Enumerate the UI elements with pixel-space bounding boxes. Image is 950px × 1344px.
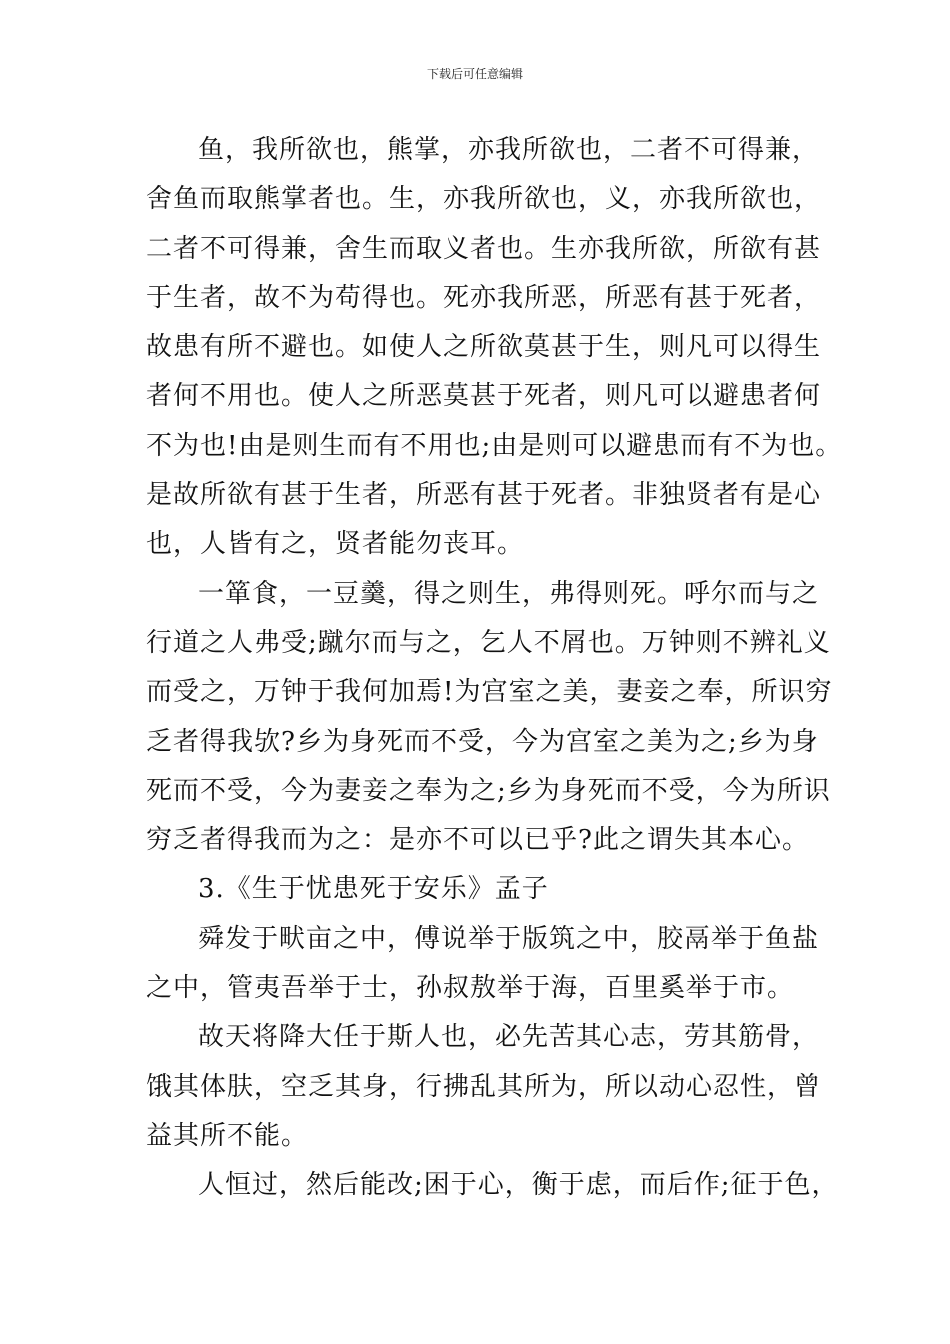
text-line: 行道之人弗受;蹴尔而与之，乞人不屑也。万钟则不辨礼义 <box>146 627 831 658</box>
text-line: 者何不用也。使人之所恶莫甚于死者，则凡可以避患者何 <box>146 381 822 412</box>
text-line: 而受之，万钟于我何加焉!为宫室之美，妻妾之奉，所识穷 <box>146 677 833 708</box>
document-body <box>146 126 843 1211</box>
text-line: 鱼，我所欲也，熊掌，亦我所欲也，二者不可得兼， <box>198 135 820 165</box>
text-line: 于生者，故不为苟得也。死亦我所恶，所恶有甚于死者， <box>146 282 822 313</box>
text-line: 益其所不能。 <box>146 1120 309 1151</box>
text-line: 也，人皆有之，贤者能勿丧耳。 <box>146 529 525 560</box>
page-header: 下载后可任意编辑 <box>426 67 523 81</box>
text-line: 死而不受，今为妻妾之奉为之;乡为身死而不受，今为所识 <box>146 775 831 806</box>
text-line: 人恒过，然后能改;困于心，衡于虑，而后作;征于色， <box>198 1170 839 1201</box>
text-line: 乏者得我欤?乡为身死而不受，今为宫室之美为之;乡为身 <box>146 726 819 757</box>
text-line: 舜发于畎亩之中，傅说举于版筑之中，胶鬲举于鱼盐 <box>198 923 820 954</box>
text-line: 穷乏者得我而为之：是亦不可以已乎?此之谓失其本心。 <box>146 825 809 856</box>
text-line: 不为也!由是则生而有不用也;由是则可以避患而有不为也。 <box>146 430 843 461</box>
text-line: 一箪食，一豆羹，得之则生，弗得则死。呼尔而与之 <box>198 578 820 609</box>
text-line: 是故所欲有甚于生者，所恶有甚于死者。非独贤者有是心 <box>146 480 822 511</box>
text-line: 故患有所不避也。如使人之所欲莫甚于生，则凡可以得生 <box>146 332 822 363</box>
text-line: 舍鱼而取熊掌者也。生，亦我所欲也，义，亦我所欲也， <box>146 184 822 215</box>
text-line: 故天将降大任于斯人也，必先苦其心志，劳其筋骨， <box>198 1022 820 1053</box>
text-line: 二者不可得兼，舍生而取义者也。生亦我所欲，所欲有甚 <box>146 233 822 264</box>
section-heading: 3.《生于忧患死于安乐》孟子 <box>198 874 549 905</box>
text-line: 之中，管夷吾举于士，孙叔敖举于海，百里奚举于市。 <box>146 973 795 1004</box>
text-line: 饿其体肤，空乏其身，行拂乱其所为，所以动心忍性，曾 <box>146 1071 822 1102</box>
